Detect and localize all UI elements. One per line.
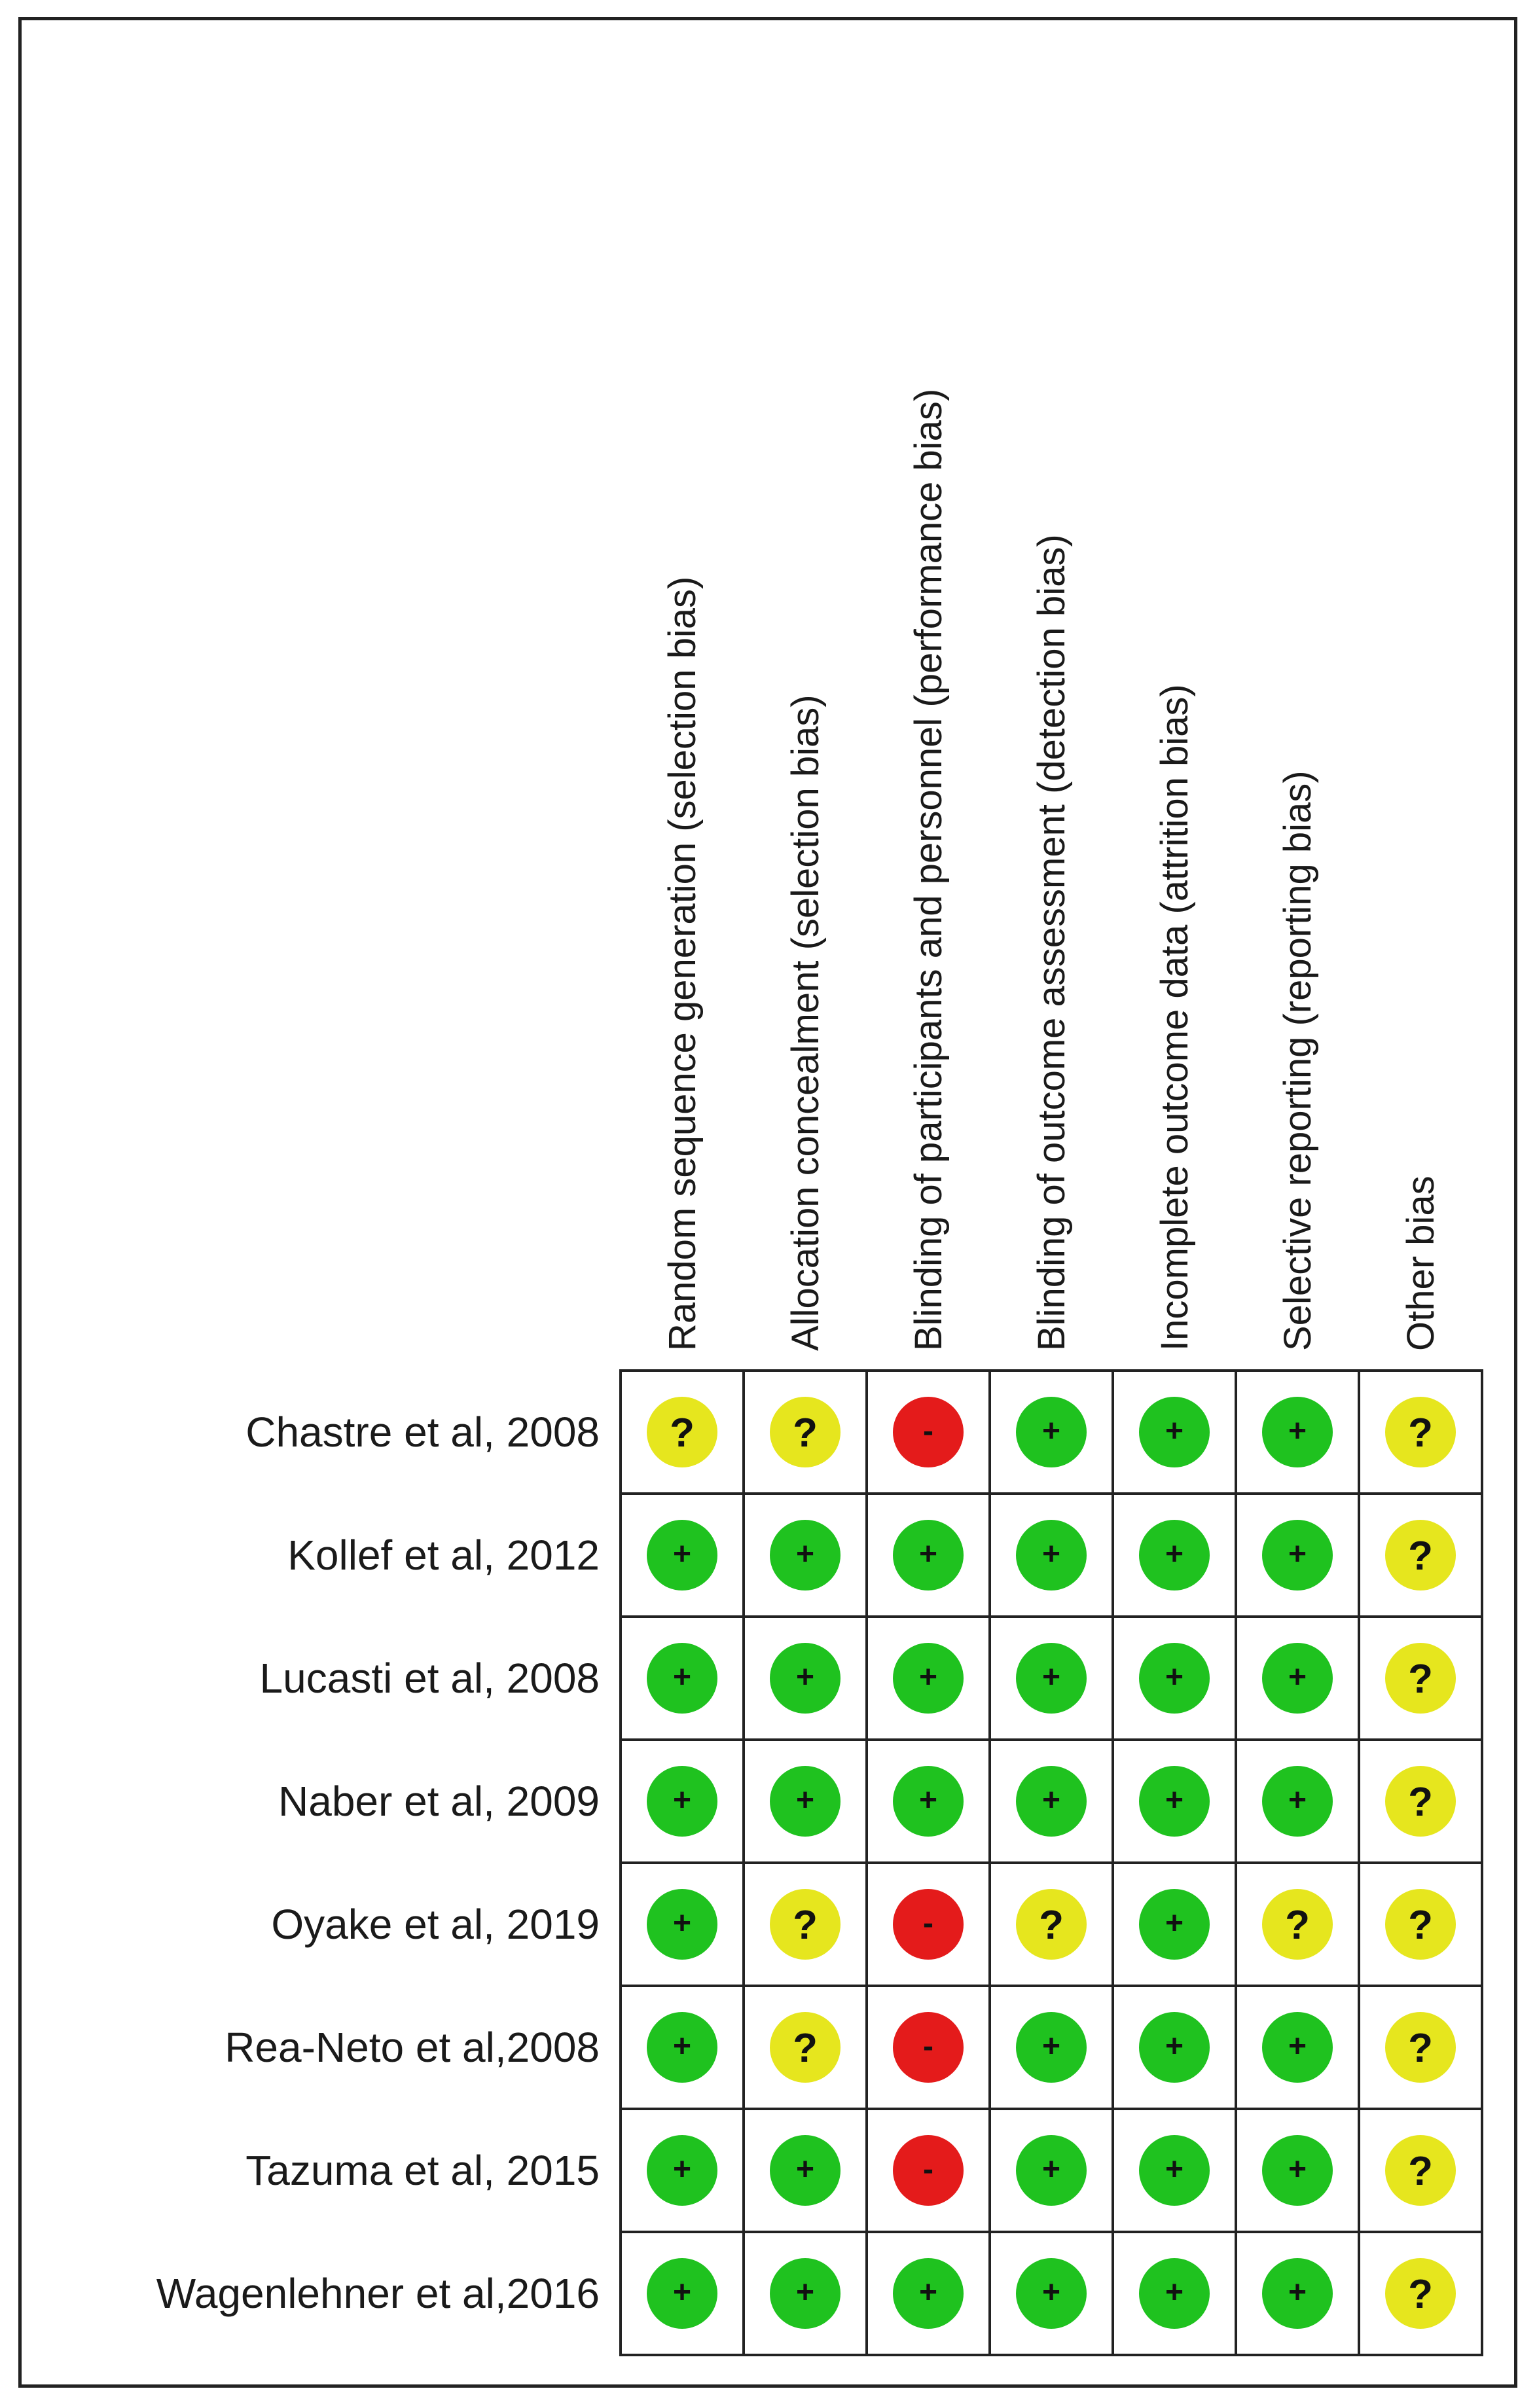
judgement-symbol: ? [670, 1411, 695, 1456]
column-label: Blinding of outcome assessment (detection bias) [1030, 534, 1073, 1351]
judgement-symbol: + [1288, 2152, 1307, 2187]
study-label: Wagenlehner et al,2016 [156, 2270, 600, 2317]
judgement-symbol: ? [1408, 2026, 1433, 2071]
judgement-symbol: + [1165, 1537, 1184, 1572]
judgement-symbol: + [918, 2275, 938, 2310]
judgement-symbol: + [1288, 1660, 1307, 1695]
judgement-symbol: + [1288, 1783, 1307, 1818]
judgement-symbol: + [918, 1660, 938, 1695]
column-label: Allocation concealment (selection bias) [784, 694, 827, 1351]
column-label: Random sequence generation (selection bias) [661, 576, 704, 1351]
judgement-symbol: + [1041, 2152, 1061, 2187]
judgement-symbol: + [672, 1537, 692, 1572]
judgement-symbol: + [1041, 1537, 1061, 1572]
column-label: Blinding of participants and personnel (performance bias) [907, 388, 950, 1351]
judgement-symbol: + [918, 1537, 938, 1572]
study-label: Kollef et al, 2012 [287, 1532, 600, 1579]
judgement-symbol: - [923, 2029, 933, 2064]
study-label: Tazuma et al, 2015 [245, 2147, 600, 2194]
judgement-symbol: + [672, 2029, 692, 2064]
judgement-symbol: + [672, 1783, 692, 1818]
judgement-symbol: + [795, 2275, 815, 2310]
judgement-symbol: + [1165, 1906, 1184, 1941]
study-label: Lucasti et al, 2008 [259, 1655, 600, 1702]
judgement-symbol: ? [1408, 1411, 1433, 1456]
judgement-symbol: + [1165, 1783, 1184, 1818]
judgement-symbol: + [1288, 1537, 1307, 1572]
grid-cells [621, 1371, 1482, 2355]
judgement-symbol: + [1165, 2275, 1184, 2310]
judgement-symbol: ? [1408, 1657, 1433, 1702]
judgement-symbol: ? [1285, 1903, 1310, 1948]
judgement-symbol: + [1041, 2029, 1061, 2064]
judgement-symbol: + [1288, 2275, 1307, 2310]
row-labels [156, 1409, 600, 2317]
judgement-symbol: + [1288, 1414, 1307, 1448]
study-label: Naber et al, 2009 [278, 1778, 600, 1825]
column-label: Selective reporting (reporting bias) [1276, 770, 1319, 1351]
judgement-symbol: ? [1408, 1780, 1433, 1825]
judgement-symbol: + [918, 1783, 938, 1818]
judgement-symbol: ? [1408, 2272, 1433, 2317]
judgement-symbol: + [1165, 2029, 1184, 2064]
judgement-symbol: + [1165, 2152, 1184, 2187]
judgement-symbol: + [672, 2152, 692, 2187]
judgement-symbol: ? [1408, 1534, 1433, 1579]
judgement-symbol: - [923, 1414, 933, 1448]
judgement-symbol: + [1288, 2029, 1307, 2064]
judgement-symbol: + [1165, 1414, 1184, 1448]
judgement-symbol: + [672, 1660, 692, 1695]
column-label: Incomplete outcome data (attrition bias) [1153, 684, 1196, 1351]
judgement-symbol: - [923, 1906, 933, 1941]
judgement-symbol: + [1041, 2275, 1061, 2310]
judgement-symbol: + [795, 1660, 815, 1695]
judgement-symbol: ? [793, 1411, 818, 1456]
judgement-symbol: + [1041, 1783, 1061, 1818]
judgement-symbol: + [672, 1906, 692, 1941]
judgement-symbol: + [672, 2275, 692, 2310]
judgement-symbol: - [923, 2152, 933, 2187]
study-label: Chastre et al, 2008 [245, 1409, 600, 1456]
judgement-symbol: ? [793, 2026, 818, 2071]
judgement-symbol: + [795, 1537, 815, 1572]
study-label: Rea-Neto et al,2008 [225, 2024, 600, 2071]
judgement-symbol: + [1041, 1414, 1061, 1448]
judgement-symbol: + [795, 2152, 815, 2187]
judgement-symbol: + [1165, 1660, 1184, 1695]
judgement-symbol: + [795, 1783, 815, 1818]
study-label: Oyake et al, 2019 [271, 1901, 600, 1948]
judgement-symbol: ? [1408, 1903, 1433, 1948]
column-label: Other bias [1400, 1176, 1442, 1351]
judgement-symbol: + [1041, 1660, 1061, 1695]
judgement-symbol: ? [1039, 1903, 1064, 1948]
judgement-symbol: ? [793, 1903, 818, 1948]
column-labels [661, 389, 1442, 1351]
judgement-symbol: ? [1408, 2149, 1433, 2194]
